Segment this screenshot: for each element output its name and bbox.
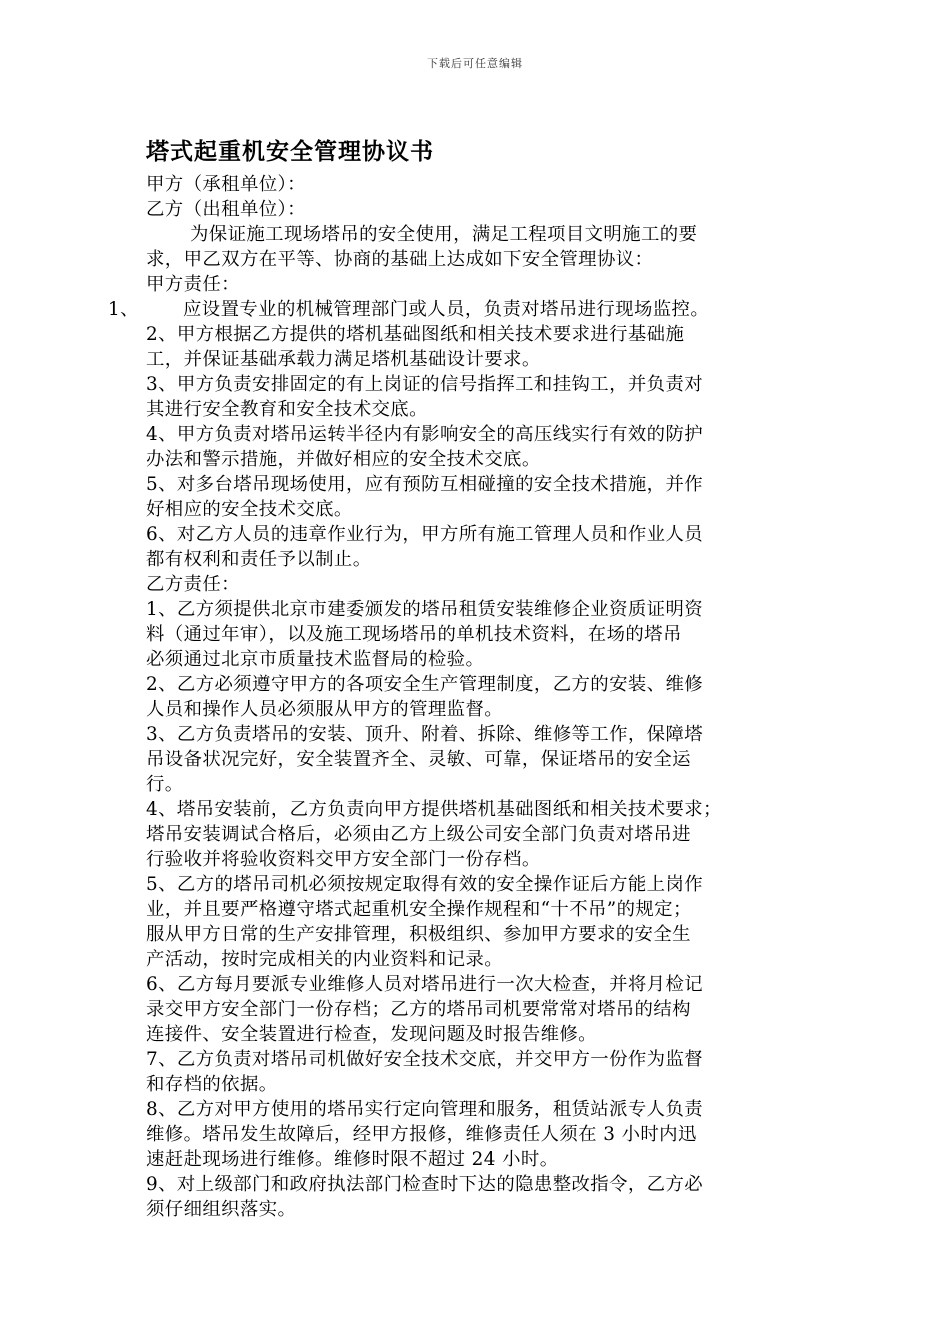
party-a-item-paragraph-line: 6、对乙方人员的违章作业行为，甲方所有施工管理人员和作业人员: [146, 524, 704, 545]
party-a-item-paragraph-line: 办法和警示措施，并做好相应的安全技术交底。: [146, 449, 541, 470]
party-b-item-paragraph-line: 速赶赴现场进行维修。维修时限不超过 24 小时。: [146, 1149, 559, 1170]
party-b-item-paragraph-line: 服从甲方日常的生产安排管理，积极组织、参加甲方要求的安全生: [146, 924, 691, 945]
party-b-item-paragraph-line: 维修。塔吊发生故障后，经甲方报修，维修责任人须在 3 小时内迅: [146, 1124, 697, 1145]
party-b-item-paragraph-line: 人员和操作人员必须服从甲方的管理监督。: [146, 699, 504, 720]
party-b-item-paragraph-line: 和存档的依据。: [146, 1074, 278, 1095]
party-a-item-paragraph-line: 3、甲方负责安排固定的有上岗证的信号指挥工和挂钩工，并负责对: [146, 374, 704, 395]
party-b-item-paragraph: [146, 597, 814, 672]
intro-line-2: 求，甲乙双方在平等、协商的基础上达成如下安全管理协议：: [146, 249, 654, 270]
party-b-item-paragraph-line: 7、乙方负责对塔吊司机做好安全技术交底，并交甲方一份作为监督: [146, 1049, 704, 1070]
intro-line-1: 为保证施工现场塔吊的安全使用，满足工程项目文明施工的要: [190, 224, 698, 245]
party-b-item-paragraph-line: 须仔细组织落实。: [146, 1199, 297, 1220]
party-b-item-paragraph-line: 9、对上级部门和政府执法部门检查时下达的隐患整改指令，乙方必: [146, 1174, 704, 1195]
party-b-item-paragraph-line: 6、乙方每月要派专业维修人员对塔吊进行一次大检查，并将月检记: [146, 974, 704, 995]
party-b-item-paragraph-line: 录交甲方安全部门一份存档；乙方的塔吊司机要常常对塔吊的结构: [146, 999, 691, 1020]
party-a-item-1-text: 应设置专业的机械管理部门或人员，负责对塔吊进行现场监控。: [183, 299, 710, 320]
party-b-item-paragraph-line: 3、乙方负责塔吊的安装、顶升、附着、拆除、维修等工作，保障塔: [146, 724, 704, 745]
party-a-item-paragraph-line: 2、甲方根据乙方提供的塔机基础图纸和相关技术要求进行基础施: [146, 324, 685, 345]
document-title: 塔式起重机安全管理协议书: [146, 138, 434, 165]
party-b-item-paragraph-line: 2、乙方必须遵守甲方的各项安全生产管理制度，乙方的安装、维修: [146, 674, 704, 695]
party-b-item-paragraph: [146, 1047, 814, 1097]
party-b-item-paragraph-line: 行。: [146, 774, 184, 795]
party-a-item-paragraph-line: 都有权利和责任予以制止。: [146, 549, 372, 570]
party-b-label: 乙方（出租单位）：: [146, 199, 306, 220]
party-b-item-paragraph: [146, 972, 814, 1047]
party-a-item-1: [108, 297, 814, 322]
party-b-item-paragraph-line: 4、塔吊安装前，乙方负责向甲方提供塔机基础图纸和相关技术要求；: [146, 799, 722, 820]
party-a-item-paragraph-line: 4、甲方负责对塔吊运转半径内有影响安全的高压线实行有效的防护: [146, 424, 704, 445]
party-b-items: [146, 597, 814, 1222]
party-a-item-paragraph: [146, 372, 814, 422]
party-b-item-paragraph-line: 吊设备状况完好，安全装置齐全、灵敏、可靠，保证塔吊的安全运: [146, 749, 691, 770]
party-a-item-paragraph-line: 5、对多台塔吊现场使用，应有预防互相碰撞的安全技术措施，并作: [146, 474, 704, 495]
party-b-item-paragraph-line: 业，并且要严格遵守塔式起重机安全操作规程和“十不吊”的规定；: [146, 899, 692, 920]
party-b-item-paragraph-line: 行验收并将验收资料交甲方安全部门一份存档。: [146, 849, 541, 870]
party-a-item-paragraph-line: 好相应的安全技术交底。: [146, 499, 353, 520]
document-body: [108, 172, 814, 1222]
party-b-item-paragraph: [146, 1097, 814, 1172]
party-b-item-paragraph-line: 连接件、安全装置进行检查，发现问题及时报告维修。: [146, 1024, 597, 1045]
party-b-item-paragraph: [146, 722, 814, 797]
party-a-item-paragraph-line: 其进行安全教育和安全技术交底。: [146, 399, 428, 420]
party-b-item-paragraph: [146, 872, 814, 972]
party-b-item-paragraph-line: 产活动，按时完成相关的内业资料和记录。: [146, 949, 504, 970]
party-b-item-paragraph-line: 料（通过年审），以及施工现场塔吊的单机技术资料，在场的塔吊: [146, 624, 682, 645]
party-b-item-paragraph-line: 必须通过北京市质量技术监督局的检验。: [146, 649, 485, 670]
party-a-item-paragraph: [146, 522, 814, 572]
party-b-item-paragraph: [146, 1172, 814, 1222]
party-a-item-paragraph: [146, 422, 814, 472]
party-b-item-paragraph: [146, 797, 814, 872]
party-a-items: [146, 322, 814, 572]
party-a-item-paragraph-line: 工，并保证基础承载力满足塔机基础设计要求。: [146, 349, 541, 370]
party-a-label: 甲方（承租单位）：: [146, 174, 306, 195]
party-b-item-paragraph-line: 8、乙方对甲方使用的塔吊实行定向管理和服务，租赁站派专人负责: [146, 1099, 704, 1120]
page-header-note: 下载后可任意编辑: [427, 57, 523, 70]
party-a-item-1-number: 1、: [108, 299, 139, 320]
party-a-item-paragraph: [146, 322, 814, 372]
party-a-heading: 甲方责任：: [146, 274, 240, 295]
party-a-item-paragraph: [146, 472, 814, 522]
party-b-item-paragraph-line: 塔吊安装调试合格后，必须由乙方上级公司安全部门负责对塔吊进: [146, 824, 691, 845]
party-b-item-paragraph-line: 1、乙方须提供北京市建委颁发的塔吊租赁安装维修企业资质证明资: [146, 599, 704, 620]
party-b-heading: 乙方责任：: [146, 574, 240, 595]
party-b-item-paragraph: [146, 672, 814, 722]
party-b-item-paragraph-line: 5、乙方的塔吊司机必须按规定取得有效的安全操作证后方能上岗作: [146, 874, 704, 895]
